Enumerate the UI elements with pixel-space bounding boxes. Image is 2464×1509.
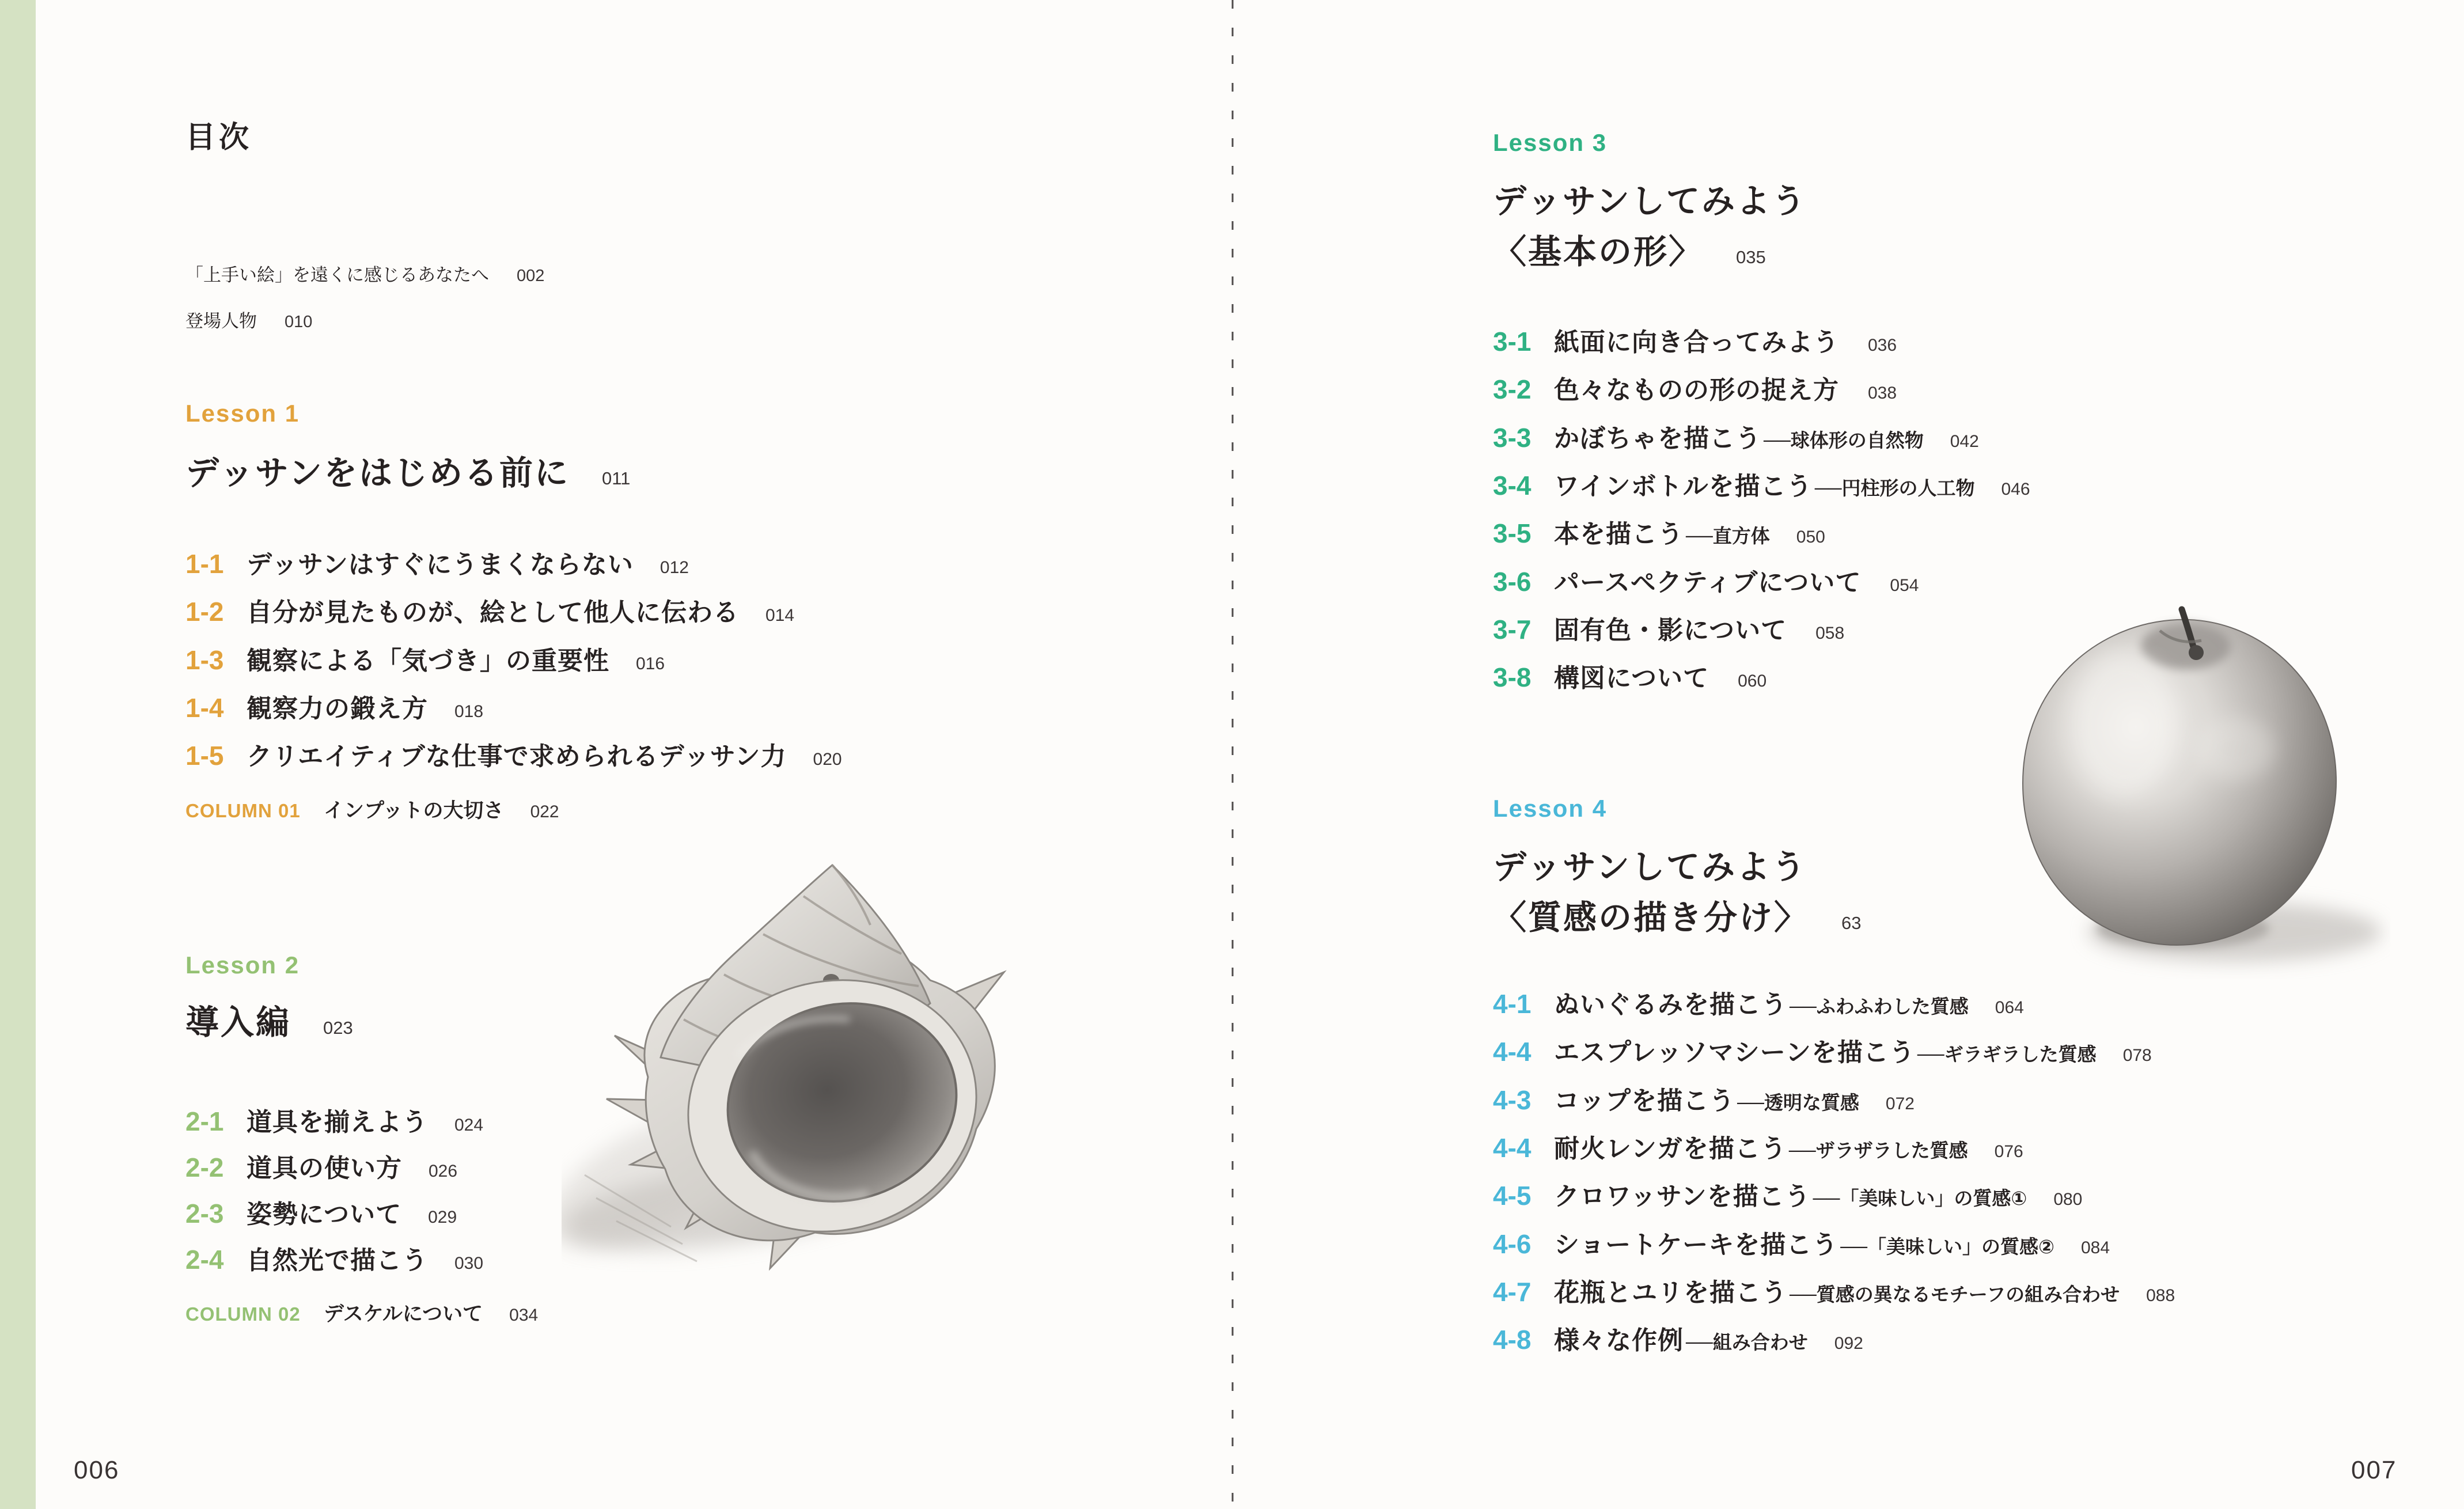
entry-number: 3-1 — [1493, 327, 1532, 357]
column-01-entry — [185, 795, 559, 824]
toc-entry-3-4 — [1493, 465, 2030, 502]
toc-entry-4-3 — [1493, 1080, 1915, 1117]
column-label: COLUMN 02 — [185, 1303, 301, 1325]
toc-entry-1-2 — [185, 592, 794, 628]
entry-page: 020 — [813, 750, 842, 769]
toc-entry-2-1 — [185, 1101, 483, 1138]
entry-title: 観察による「気づき」の重要性 — [247, 647, 609, 675]
entry-subtitle: ──球体形の自然物 — [1764, 430, 1924, 451]
entry-title: パースペクティブについて — [1554, 568, 1862, 597]
entry-title: 道具を揃えよう — [247, 1108, 428, 1136]
entry-page: 084 — [2080, 1238, 2110, 1257]
entry-number: 4-4 — [1493, 1037, 1532, 1067]
entry-page: 030 — [454, 1254, 484, 1273]
entry-number: 4-5 — [1493, 1181, 1532, 1211]
entry-number: 1-5 — [185, 741, 224, 771]
entry-title: 姿勢について — [247, 1200, 402, 1229]
entry-number: 3-6 — [1493, 567, 1532, 597]
entry-number: 2-1 — [185, 1106, 224, 1136]
entry-title: ショートケーキを描こう — [1554, 1231, 1838, 1259]
entry-page: 038 — [1868, 384, 1897, 403]
entry-title: クリエイティブな仕事で求められるデッサン力 — [247, 742, 787, 771]
entry-number: 3-7 — [1493, 615, 1532, 644]
toc-entry-3-7 — [1493, 609, 1844, 646]
entry-page: 064 — [1995, 998, 2024, 1017]
lesson3-title-line1 — [1493, 174, 1807, 222]
lesson3-page: 035 — [1736, 247, 1766, 267]
entry-page: 010 — [285, 313, 313, 331]
toc-entry-4-8 — [1493, 1320, 1863, 1356]
entry-title: ワインボトルを描こう — [1554, 472, 1813, 501]
entry-number: 3-8 — [1493, 662, 1532, 692]
entry-title: 本を描こう — [1554, 520, 1684, 548]
entry-number: 1-1 — [185, 549, 224, 579]
lesson2-page: 023 — [323, 1018, 353, 1038]
entry-subtitle: ──「美味しい」の質感① — [1813, 1188, 2027, 1209]
lesson4-title-line1 — [1493, 840, 1807, 888]
entry-number: 2-3 — [185, 1199, 224, 1229]
binding-edge-green-bar — [0, 0, 36, 1509]
entry-page: 058 — [1815, 624, 1845, 643]
entry-page: 016 — [636, 654, 665, 673]
entry-page: 024 — [454, 1116, 484, 1135]
toc-heading: 目次 — [185, 121, 253, 154]
entry-number: 2-2 — [185, 1152, 224, 1182]
entry-number: 3-3 — [1493, 423, 1532, 453]
entry-subtitle: ──直方体 — [1686, 525, 1770, 547]
column-label: COLUMN 01 — [185, 800, 301, 821]
entry-page: 080 — [2053, 1190, 2083, 1209]
entry-page: 026 — [429, 1162, 458, 1181]
entry-page: 042 — [1950, 432, 1979, 451]
entry-number: 1-2 — [185, 597, 224, 627]
lesson4-title-text2: 〈質感の描き分け〉 — [1493, 899, 1810, 937]
entry-number: 4-1 — [1493, 989, 1532, 1019]
lesson3-title-line2 — [1493, 225, 1766, 273]
toc-entry-3-1 — [1493, 321, 1897, 358]
entry-page: 014 — [765, 606, 795, 625]
entry-subtitle: ──組み合わせ — [1686, 1332, 1808, 1353]
toc-entry-4-6 — [1493, 1224, 2110, 1261]
entry-page: 088 — [2146, 1286, 2175, 1305]
seashell-illustration — [562, 829, 1034, 1284]
entry-number: 3-5 — [1493, 518, 1532, 548]
entry-page: 012 — [659, 558, 689, 577]
lesson1-title-text: デッサンをはじめる前に — [185, 454, 570, 492]
entry-number: 3-2 — [1493, 374, 1532, 404]
entry-page: 072 — [1885, 1094, 1915, 1113]
entry-title: 自然光で描こう — [247, 1246, 428, 1275]
entry-page: 002 — [517, 267, 545, 285]
front-matter-entry — [185, 260, 544, 286]
entry-title: コップを描こう — [1554, 1087, 1735, 1115]
entry-title: かぼちゃを描こう — [1554, 424, 1761, 453]
entry-number: 4-7 — [1493, 1277, 1532, 1307]
toc-entry-3-2 — [1493, 369, 1897, 406]
entry-number: 1-4 — [185, 693, 224, 723]
toc-entry-2-3 — [185, 1193, 457, 1230]
entry-number: 4-8 — [1493, 1325, 1532, 1355]
lesson2-title-text: 導入編 — [185, 1004, 291, 1041]
lesson1-title — [185, 446, 630, 494]
entry-page: 022 — [530, 802, 559, 821]
entry-subtitle: ──ギラギラした質感 — [1917, 1044, 2097, 1065]
entry-title: ぬいぐるみを描こう — [1554, 991, 1787, 1019]
lesson4-title-line2 — [1493, 890, 1862, 939]
entry-title: 紙面に向き合ってみよう — [1554, 328, 1839, 357]
entry-number: 4-6 — [1493, 1229, 1532, 1259]
entry-title: 固有色・影について — [1554, 616, 1787, 644]
entry-number: 3-4 — [1493, 471, 1532, 501]
lesson4-label: Lesson 4 — [1493, 795, 1608, 822]
left-folio: 006 — [74, 1456, 120, 1484]
center-page-divider — [1231, 0, 1234, 1509]
column-title: デスケルについて — [324, 1303, 483, 1325]
entry-title: 自分が見たものが、絵として他人に伝わる — [247, 598, 739, 627]
apple-illustration — [1987, 576, 2390, 979]
entry-page: 034 — [509, 1306, 539, 1325]
entry-page: 018 — [454, 702, 484, 721]
lesson2-title — [185, 995, 353, 1044]
toc-entry-4-1 — [1493, 984, 2024, 1021]
toc-entry-4-4a — [1493, 1032, 2152, 1068]
entry-title: 観察力の鍛え方 — [247, 695, 428, 723]
lesson4-title-text1: デッサンしてみよう — [1493, 848, 1807, 886]
entry-title: エスプレッソマシーンを描こう — [1554, 1038, 1915, 1067]
toc-entry-1-5 — [185, 735, 842, 772]
lesson3-title-text1: デッサンしてみよう — [1493, 183, 1807, 220]
toc-entry-2-4 — [185, 1239, 483, 1276]
entry-subtitle: ──ふわふわした質感 — [1790, 996, 1969, 1017]
lesson4-page: 63 — [1841, 913, 1862, 933]
toc-entry-2-2 — [185, 1147, 457, 1184]
entry-number: 4-4 — [1493, 1133, 1532, 1163]
entry-subtitle: ──質感の異なるモチーフの組み合わせ — [1790, 1284, 2120, 1305]
toc-entry-4-4b — [1493, 1128, 2023, 1165]
toc-entry-3-8 — [1493, 657, 1767, 694]
entry-subtitle: ──円柱形の人工物 — [1814, 477, 1975, 499]
entry-title: クロワッサンを描こう — [1554, 1182, 1811, 1211]
lesson2-label: Lesson 2 — [185, 951, 300, 979]
entry-title: 耐火レンガを描こう — [1554, 1135, 1787, 1163]
entry-title: 花瓶とユリを描こう — [1554, 1279, 1787, 1307]
column-02-entry — [185, 1298, 538, 1327]
entry-title: 登場人物 — [185, 311, 257, 331]
entry-page: 050 — [1796, 528, 1825, 547]
entry-page: 036 — [1868, 336, 1897, 355]
entry-page: 029 — [428, 1208, 457, 1227]
column-title: インプットの大切さ — [324, 799, 504, 822]
entry-number: 1-3 — [185, 645, 224, 675]
lesson3-title-text2: 〈基本の形〉 — [1493, 233, 1704, 271]
toc-entry-3-6 — [1493, 562, 1919, 598]
entry-subtitle: ──「美味しい」の質感② — [1840, 1236, 2054, 1257]
entry-title: 色々なものの形の捉え方 — [1554, 376, 1839, 404]
entry-title: 「上手い絵」を遠くに感じるあなたへ — [185, 265, 489, 285]
toc-entry-1-1 — [185, 544, 689, 581]
entry-title: 様々な作例 — [1554, 1326, 1684, 1355]
toc-entry-3-3 — [1493, 418, 1979, 454]
lesson1-page: 011 — [601, 468, 631, 488]
entry-page: 078 — [2122, 1046, 2152, 1065]
entry-title: 道具の使い方 — [247, 1154, 402, 1182]
right-folio: 007 — [2351, 1456, 2397, 1484]
entry-title: 構図について — [1554, 664, 1709, 692]
entry-subtitle: ──ザラザラした質感 — [1788, 1140, 1968, 1161]
entry-page: 092 — [1834, 1334, 1863, 1353]
toc-entry-3-5 — [1493, 513, 1825, 550]
entry-page: 046 — [2001, 480, 2030, 499]
toc-entry-4-7 — [1493, 1272, 2175, 1309]
lesson1-label: Lesson 1 — [185, 400, 300, 427]
entry-page: 076 — [1994, 1142, 2023, 1161]
entry-page: 054 — [1890, 576, 1919, 595]
entry-title: デッサンはすぐにうまくならない — [247, 551, 634, 579]
entry-number: 4-3 — [1493, 1085, 1532, 1115]
toc-entry-1-3 — [185, 640, 665, 677]
entry-subtitle: ──透明な質感 — [1737, 1092, 1859, 1113]
front-matter-entry — [185, 306, 312, 332]
lesson3-label: Lesson 3 — [1493, 129, 1608, 156]
toc-entry-4-5 — [1493, 1176, 2082, 1212]
entry-page: 060 — [1738, 672, 1767, 691]
entry-number: 2-4 — [185, 1245, 224, 1275]
toc-entry-1-4 — [185, 688, 483, 725]
